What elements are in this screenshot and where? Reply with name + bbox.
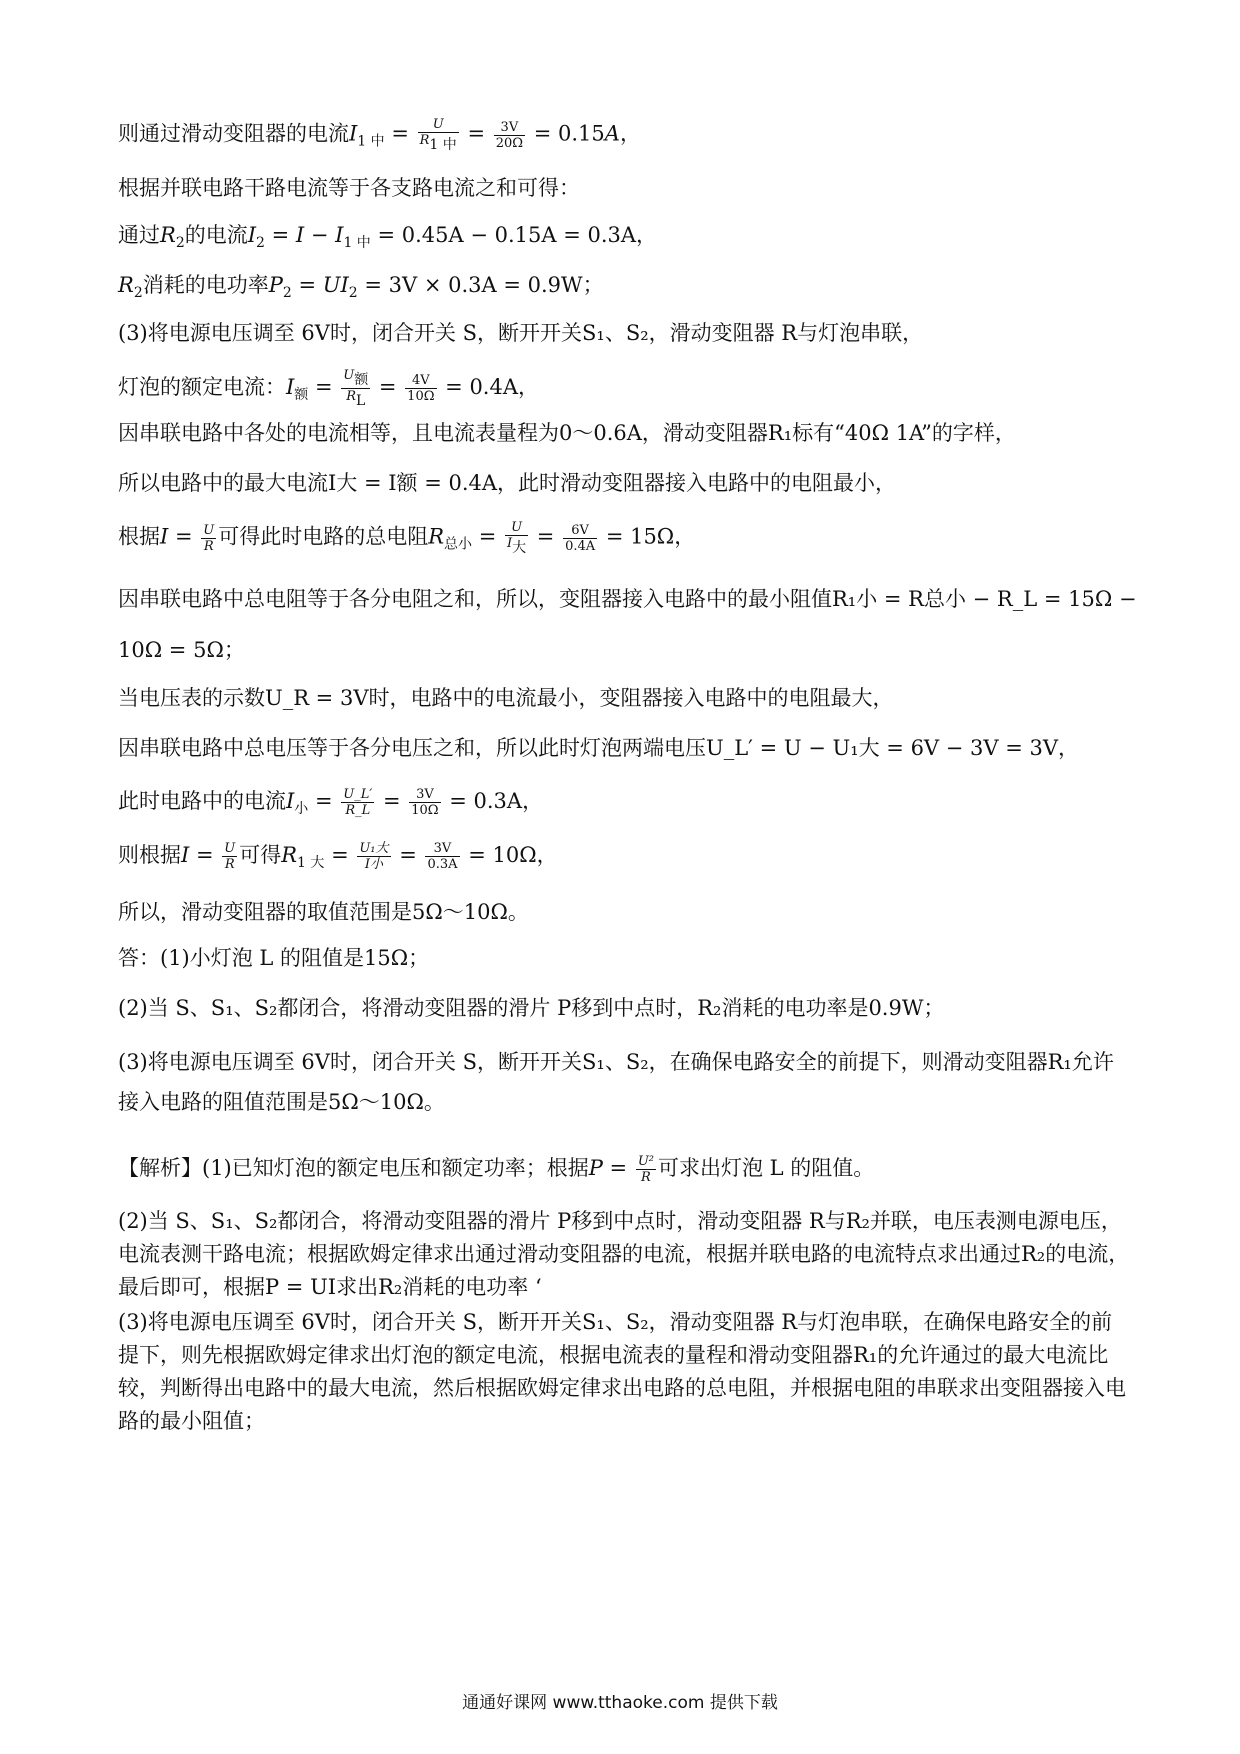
fraction xyxy=(418,117,459,153)
math-sub: 1 大 xyxy=(297,855,325,871)
math-var: A xyxy=(604,121,620,146)
math-sub: 额 xyxy=(294,387,309,403)
frac-num: 3V xyxy=(494,120,525,136)
math-var: R xyxy=(428,524,445,549)
frac-den: I xyxy=(506,536,513,551)
math-var: I xyxy=(286,789,295,813)
math-sub: 大 xyxy=(512,540,527,556)
frac-den: I小 xyxy=(364,857,383,872)
frac-den: 20Ω xyxy=(495,135,524,151)
math-expr: I = xyxy=(160,524,200,549)
text-run: 根据 xyxy=(118,524,160,549)
text-run: 灯泡的额定电流： xyxy=(118,375,286,399)
math-var: R xyxy=(118,273,134,297)
text-line: 因串联电路中总电压等于各分电压之和，所以此时灯泡两端电压U_L′ = U − U₁大 = 6V − 3V = 3V， xyxy=(118,736,1080,760)
frac-num: U xyxy=(224,841,236,856)
math-sub: 小 xyxy=(294,801,309,817)
frac-num: U xyxy=(505,520,528,536)
frac-den: R xyxy=(346,389,356,404)
frac-num: 3V xyxy=(409,787,440,803)
math-var: I xyxy=(286,375,295,399)
fraction xyxy=(409,787,440,818)
text-line: 因串联电路中各处的电流相等，且电流表量程为0～0.6A，滑动变阻器R₁标有“40Ω 1A”的字样， xyxy=(118,421,1016,445)
frac-num: 3V xyxy=(425,841,459,857)
text-line: 则根据I = $\frac{U}{R}$ 可得$R_{1 大}$ = $\frac{\text{U₁大}}{\text{I小}}$ = $\frac{3V}{0.3A}$ = 10Ω， xyxy=(118,841,558,872)
fraction xyxy=(405,373,436,404)
frac-den: R_L xyxy=(345,803,371,818)
text-line: 灯泡的额定电流：$I_额$ = $\frac{\text{U额}}{RL}$ = $\frac{4V}{10\Omega}$ = 0.4A， xyxy=(118,368,540,409)
fraction xyxy=(494,120,525,151)
text-line: 因串联电路中总电阻等于各分电阻之和，所以，变阻器接入电路中的最小阻值R₁小 = R总小 − R_L = 15Ω − xyxy=(118,587,1137,611)
text-line: 答：(1)小灯泡 L 的阻值是15Ω； xyxy=(118,946,430,970)
page-footer: 通通好课网 www.tthaoke.com 提供下载 xyxy=(462,1693,778,1713)
frac-num: U₁大 xyxy=(359,841,389,856)
math-var: I xyxy=(247,223,257,247)
fraction xyxy=(563,523,597,554)
text-line: 所以，滑动变阻器的取值范围是5Ω～10Ω。 xyxy=(118,900,529,924)
math-sub: 2 xyxy=(348,285,358,301)
text-line: 所以电路中的最大电流I大 = I额 = 0.4A，此时滑动变阻器接入电路中的电阻最小， xyxy=(118,471,897,495)
frac-den: R xyxy=(419,133,430,148)
text-run: 的电流 xyxy=(184,223,248,247)
text-paragraph: (3)将电源电压调至 6V时，闭合开关 S，断开开关S₁、S₂，在确保电路安全的前提下，则滑动变阻器R₁允许接入电路的阻值范围是5Ω～10Ω。 xyxy=(118,1050,1114,1114)
math-sub: 额 xyxy=(354,372,369,388)
text-run: = 0.15 xyxy=(533,121,605,146)
text-line: 则通过滑动变阻器的电流$I_{1 中}$ = $\frac{U}{\text{R1 中}}$ = $\frac{3V}{20\Omega}$ = 0.15A， xyxy=(118,117,641,153)
text-run: 【解析】(1)已知灯泡的额定电压和额定功率；根据 xyxy=(118,1156,589,1180)
math-expr: = 0.3A， xyxy=(442,789,544,813)
frac-num: U xyxy=(203,522,215,538)
math-sub: 1 中 xyxy=(357,133,385,150)
math-var: I xyxy=(349,121,358,146)
math-sub: 2 xyxy=(282,285,292,301)
math-expr: = 10Ω， xyxy=(461,843,558,867)
text-line xyxy=(118,1153,1130,1185)
math-var: P xyxy=(268,273,283,297)
fraction xyxy=(425,841,459,872)
text-paragraph: (3)将电源电压调至 6V时，闭合开关 S，断开开关S₁、S₂，滑动变阻器 R与灯泡串联，在确保电路安全的前提下，则先根据欧姆定律求出灯泡的额定电流，根据电流表的量程和滑动变阻器R₁的允许通过的最大电流比较，判断得出电路中的最大电流，然后根据欧姆定律求出电路的总电阻，并根据电阻的串联求出变阻器接入电路的最小阻值； xyxy=(118,1310,1126,1433)
math-expr: = I − I xyxy=(264,223,344,247)
text-run: 可得 xyxy=(239,843,282,867)
text-run: 此时电路中的电流 xyxy=(118,789,286,813)
text-run: 则根据 xyxy=(118,843,181,867)
math-sub: 1 中 xyxy=(343,235,371,251)
fraction xyxy=(341,368,370,409)
math-sub: 2 xyxy=(175,235,185,251)
text-paragraph: (2)当 S、S₁、S₂都闭合，将滑动变阻器的滑片 P移到中点时，滑动变阻器 R与R₂并联，电压表测电源电压，电流表测干路电流；根据欧姆定律求出通过滑动变阻器的电流，根据并联电路的电流特点求出通过R₂的电流，最后即可，根据P = UI求出R₂消耗的电功率 ‘ xyxy=(118,1209,1130,1299)
text-run: 消耗的电功率 xyxy=(142,273,269,297)
frac-den: 0.3A xyxy=(427,857,458,872)
frac-num: U xyxy=(418,117,459,133)
text-line: (3)将电源电压调至 6V时，闭合开关 S，断开开关S₁、S₂，滑动变阻器 R与灯泡串联， xyxy=(118,321,924,345)
fraction xyxy=(636,1154,656,1185)
text-line: 此时电路中的电流$I_小$ = $\frac{U\_L'}{R\_L}$ = $\frac{3V}{10\Omega}$ = 0.3A， xyxy=(118,787,544,818)
fraction xyxy=(222,841,237,872)
fraction xyxy=(201,523,216,554)
math-expr: P = xyxy=(588,1156,634,1180)
text-line xyxy=(118,220,1130,258)
frac-num: U xyxy=(343,368,355,383)
fraction xyxy=(505,520,528,556)
math-expr: = 0.4A， xyxy=(438,375,540,399)
frac-den: 10Ω xyxy=(411,803,439,818)
math-expr: = 0.45A − 0.15A = 0.3A， xyxy=(370,223,658,247)
frac-num: 6V xyxy=(563,523,597,539)
frac-num: 4V xyxy=(405,373,436,389)
text-line: 根据I = $\frac{U}{R}$ 可得此时电路的总电阻$R_{总小}$ = $\frac{U}{\text{I大}}$ = $\frac{6V}{0.4A}$ = 15Ω， xyxy=(118,520,696,556)
text-line: 10Ω = 5Ω； xyxy=(118,638,245,662)
text-run: 可求出灯泡 L 的阻值。 xyxy=(658,1156,875,1180)
fraction xyxy=(341,787,374,818)
math-sub: L xyxy=(355,393,366,409)
frac-den: R xyxy=(203,538,214,554)
math-sub: 2 xyxy=(133,285,143,301)
math-var: R xyxy=(160,223,176,247)
math-expr: = UI xyxy=(291,273,349,297)
frac-den: R xyxy=(224,857,235,872)
text-run: ， xyxy=(619,121,641,146)
text-run: 通过 xyxy=(118,223,160,247)
math-expr: = 15Ω， xyxy=(599,524,696,549)
math-sub: 总小 xyxy=(444,536,473,553)
text-run: 则通过滑动变阻器的电流 xyxy=(118,121,349,146)
math-sub: 1 中 xyxy=(429,137,457,153)
frac-den: 0.4A xyxy=(565,538,596,554)
frac-num: U² xyxy=(637,1154,654,1169)
text-line: 根据并联电路干路电流等于各支路电流之和可得： xyxy=(118,176,580,200)
frac-den: R xyxy=(641,1170,651,1185)
fraction xyxy=(357,841,390,872)
math-expr: = 3V × 0.3A = 0.9W； xyxy=(357,273,604,297)
math-expr: I = xyxy=(181,843,221,867)
text-line xyxy=(118,270,1130,308)
frac-den: 10Ω xyxy=(407,389,435,404)
frac-num: U_L′ xyxy=(343,787,373,802)
text-line: 当电压表的示数U_R = 3V时，电路中的电流最小，变阻器接入电路中的电阻最大， xyxy=(118,686,894,710)
math-var: R xyxy=(281,843,298,867)
text-line: (2)当 S、S₁、S₂都闭合，将滑动变阻器的滑片 P移到中点时，R₂消耗的电功率是0.9W； xyxy=(118,996,945,1020)
math-sub: 2 xyxy=(256,235,265,251)
text-run: 可得此时电路的总电阻 xyxy=(218,524,429,549)
